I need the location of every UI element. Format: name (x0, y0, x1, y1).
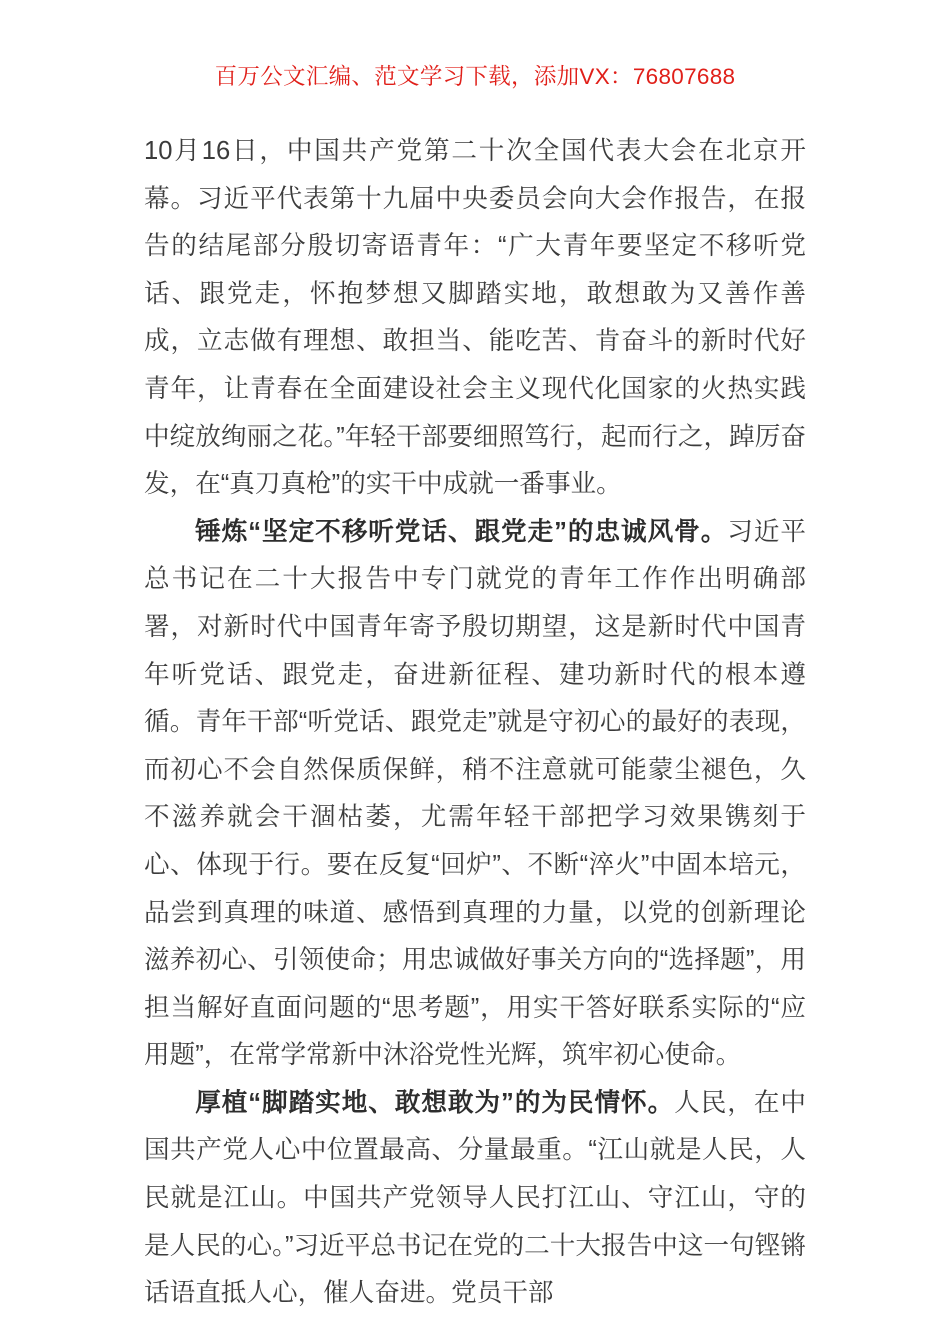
paragraph-3-lead: 厚植“脚踏实地、敢想敢为”的为民情怀。 (195, 1088, 675, 1117)
paragraph-3 (144, 1080, 806, 1318)
promo-header-banner: 百万公文汇编、范文学习下载，添加VX：76807688 (214, 64, 736, 89)
paragraph-1-text: 10月16日，中国共产党第二十次全国代表大会在北京开幕。习近平代表第十九届中央委员会向大会作报告，在报告的结尾部分殷切寄语青年：“广大青年要坚定不移听党话、跟党走，怀抱梦想又脚踏实地，敢想敢为又善作善成，立志做有理想、敢担当、能吃苦、肯奋斗的新时代好青年，让青春在全面建设社会主义现代化国家的火热实践中绽放绚丽之花。”年轻干部要细照笃行，起而行之，踔厉奋发，在“真刀真枪”的实干中成就一番事业。 (144, 137, 806, 499)
paragraph-2-lead: 锤炼“坚定不移听党话、跟党走”的忠诚风骨。 (195, 517, 728, 546)
paragraph-2 (144, 509, 806, 1080)
paragraph-1 (144, 128, 806, 509)
paragraph-3-text: 人民，在中国共产党人心中位置最高、分量最重。“江山就是人民，人民就是江山。中国共产党领导人民打江山、守江山，守的是人民的心。”习近平总书记在党的二十大报告中这一句铿锵话语直抵人心，催人奋进。党员干部 (144, 1088, 806, 1308)
document-body (144, 128, 806, 1318)
paragraph-2-text: 习近平总书记在二十大报告中专门就党的青年工作作出明确部署，对新时代中国青年寄予殷切期望，这是新时代中国青年听党话、跟党走，奋进新征程、建功新时代的根本遵循。青年干部“听党话、跟党走”就是守初心的最好的表现，而初心不会自然保质保鲜，稍不注意就可能蒙尘褪色，久不滋养就会干涸枯萎，尤需年轻干部把学习效果镌刻于心、体现于行。要在反复“回炉”、不断“淬火”中固本培元，品尝到真理的味道、感悟到真理的力量，以党的创新理论滋养初心、引领使命；用忠诚做好事关方向的“选择题”，用担当解好直面问题的“思考题”，用实干答好联系实际的“应用题”，在常学常新中沐浴党性光辉，筑牢初心使命。 (144, 517, 806, 1070)
